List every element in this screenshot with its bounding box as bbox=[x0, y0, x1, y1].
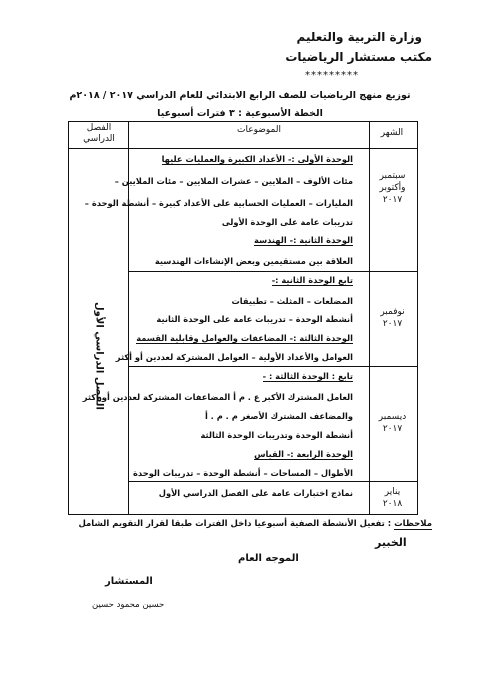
weekly-plan-subtitle: الخطة الأسبوعية : ٣ فترات أسبوعيا bbox=[157, 108, 323, 119]
month-cell: ديسمبر ٢٠١٧ bbox=[378, 412, 407, 434]
topic-line: أنشطة الوحدة وتدريبات الوحدة الثالثة bbox=[200, 430, 353, 440]
row-divider bbox=[128, 366, 417, 367]
topic-line: العلاقة بين مستقيمين وبعض الإنشاءات الهندسية bbox=[154, 256, 353, 266]
topic-line: نماذج اختبارات عامة على الفصل الدراسي الأول bbox=[158, 488, 353, 498]
signature-name: حسين محمود حسين bbox=[92, 600, 165, 610]
general-director-label: الموجه العام bbox=[238, 553, 299, 564]
notes-text: : تفعيل الأنشطة الصفية أسبوعيا داخل الفترات طبقا لقرار التقويم الشامل bbox=[78, 519, 392, 529]
office-name: مكتب مستشار الرياضيات bbox=[285, 50, 432, 64]
topic-line: تابع : الوحدة الثالثة : - bbox=[262, 371, 353, 381]
header-row-divider bbox=[69, 148, 417, 149]
ministry-name: وزارة التربية والتعليم bbox=[296, 30, 422, 44]
topic-line: الأطوال – المساحات – أنشطة الوحدة – تدريبات الوحدة bbox=[133, 468, 353, 478]
topic-line: العوامل والأعداد الأولية – العوامل المشتركة لعددين أو أكثر bbox=[115, 352, 353, 362]
header-month: الشهر bbox=[380, 128, 404, 138]
topic-line: الوحدة الثانية :- الهندسة bbox=[253, 235, 353, 245]
advisor-label: المستشار bbox=[105, 576, 153, 587]
topic-line: والمضاعف المشترك الأصغر م . م . أ bbox=[204, 411, 353, 421]
notes-label: ملاحظات bbox=[394, 519, 432, 529]
topic-line: الوحدة الرابعة :- القياس bbox=[254, 449, 353, 459]
notes bbox=[78, 519, 432, 529]
topic-line: تابع الوحدة الثانية :- bbox=[271, 275, 353, 285]
topic-line: مئات الألوف – الملايين – عشرات الملايين – مئات الملايين – bbox=[114, 176, 353, 186]
topic-line: الوحدة الأولى :- الأعداد الكبيرة والعمليات عليها bbox=[161, 154, 353, 164]
topic-line: أنشطة الوحدة – تدريبات عامة على الوحدة الثانية bbox=[156, 314, 353, 324]
topic-line: تدريبات عامة على الوحدة الأولى bbox=[221, 217, 353, 227]
topic-line: المليارات – العمليات الحسابية على الأعداد كبيرة – أنشطة الوحدة – bbox=[84, 198, 353, 208]
expert-label: الخبير bbox=[375, 536, 407, 549]
month-cell: سبتمبر وأكتوبر ٢٠١٧ bbox=[379, 171, 406, 205]
stars-divider: ********* bbox=[305, 70, 359, 81]
document-title: توزيع منهج الرياضيات للصف الرابع الابتدائي للعام الدراسي ٢٠١٧ / ٢٠١٨م bbox=[69, 90, 411, 101]
curriculum-table bbox=[68, 121, 418, 515]
topic-line: الوحدة الثالثة :- المضاعفات والعوامل وقابلية القسمة bbox=[136, 333, 353, 343]
month-cell: يناير ٢٠١٨ bbox=[382, 487, 403, 509]
topic-line: العامل المشترك الأكبر ع . م أ المضاعفات المشتركة لعددين أو أكثر bbox=[82, 392, 353, 402]
header-topics: الموضوعات bbox=[237, 125, 281, 135]
term-label: الفصل الدراسي الأول bbox=[93, 302, 105, 410]
month-cell: نوفمبر ٢٠١٧ bbox=[380, 307, 405, 329]
header-term: الفصل الدراسي bbox=[83, 123, 115, 144]
row-divider bbox=[128, 271, 417, 272]
row-divider bbox=[128, 481, 417, 482]
topic-line: المضلعات – المثلث – تطبيقات bbox=[231, 296, 353, 306]
